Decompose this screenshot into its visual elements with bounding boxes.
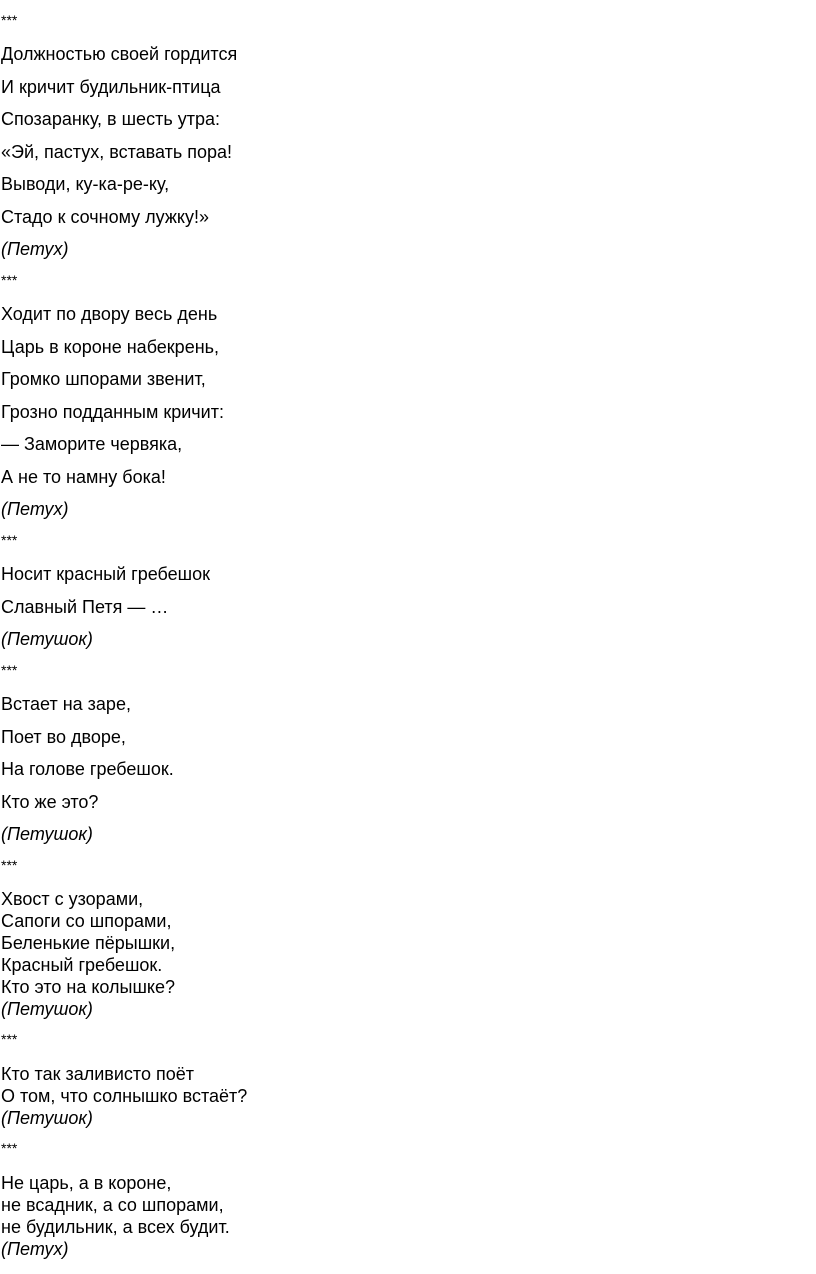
- separator: ***: [1, 532, 18, 548]
- riddle-line: — Заморите червяка,: [1, 434, 183, 454]
- separator: ***: [1, 1140, 18, 1156]
- riddle-answer: (Петух): [1, 239, 69, 259]
- riddle-line: Кто так заливисто поёт: [1, 1064, 194, 1084]
- riddle-line: не будильник, а всех будит.: [1, 1217, 230, 1237]
- riddle-line: «Эй, пастух, вставать пора!: [1, 142, 233, 162]
- riddle-line: Не царь, а в короне,: [1, 1173, 172, 1193]
- riddle-answer: (Петушок): [1, 1108, 93, 1128]
- riddle-line: Должностью своей гордится: [1, 44, 238, 64]
- riddle-answer: (Петушок): [1, 999, 93, 1019]
- riddle-line: не всадник, а со шпорами,: [1, 1195, 224, 1215]
- riddle-line: Выводи, ку-ка-ре-ку,: [1, 174, 170, 194]
- riddle-line: Красный гребешок.: [1, 955, 163, 975]
- riddle-line: Спозаранку, в шесть утра:: [1, 109, 220, 129]
- riddle-line: Кто это на колышке?: [1, 977, 176, 997]
- riddle-line: Грозно подданным кричит:: [1, 402, 224, 422]
- riddle-line: Стадо к сочному лужку!»: [1, 207, 210, 227]
- riddle-line: Поет во дворе,: [1, 727, 126, 747]
- riddle-answer: (Петух): [1, 1239, 69, 1259]
- separator: ***: [1, 857, 18, 873]
- riddle-line: Царь в короне набекрень,: [1, 337, 220, 357]
- riddle-line: О том, что солнышко встаёт?: [1, 1086, 248, 1106]
- riddle-answer: (Петух): [1, 499, 69, 519]
- riddle-line: Носит красный гребешок: [1, 564, 210, 584]
- riddle-answer: (Петушок): [1, 824, 93, 844]
- separator: ***: [1, 12, 18, 28]
- riddle-line: Сапоги со шпорами,: [1, 911, 172, 931]
- riddle-line: Беленькие пёрышки,: [1, 933, 176, 953]
- riddle-line: И кричит будильник-птица: [1, 77, 221, 97]
- riddle-answer: (Петушок): [1, 629, 93, 649]
- riddle-line: Громко шпорами звенит,: [1, 369, 206, 389]
- riddle-line: Славный Петя — …: [1, 597, 169, 617]
- riddle-line: А не то намну бока!: [1, 467, 166, 487]
- separator: ***: [1, 662, 18, 678]
- separator: ***: [1, 272, 18, 288]
- riddle-line: Кто же это?: [1, 792, 99, 812]
- riddle-line: На голове гребешок.: [1, 759, 174, 779]
- riddle-line: Хвост с узорами,: [1, 889, 144, 909]
- riddle-line: Ходит по двору весь день: [1, 304, 218, 324]
- separator: ***: [1, 1031, 18, 1047]
- riddle-line: Встает на заре,: [1, 694, 131, 714]
